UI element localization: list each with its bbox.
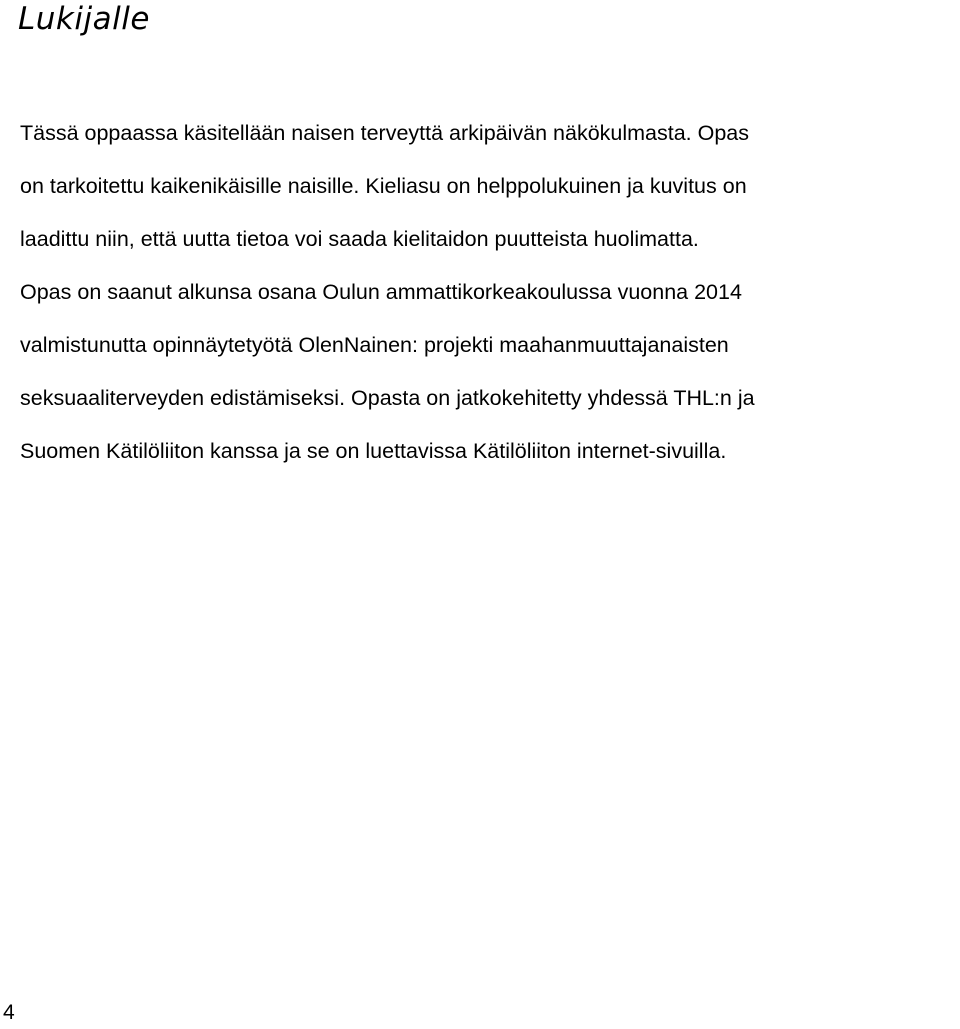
body-line-3: laadittu niin, että uutta tietoa voi saada kielitaidon puutteista huolimatta. [20,227,699,251]
page-number: 4 [3,1001,15,1024]
body-line-4: Opas on saanut alkunsa osana Oulun ammattikorkeakoulussa vuonna 2014 [20,280,742,304]
body-paragraph [20,107,960,478]
body-line-7: Suomen Kätilöliiton kanssa ja se on luettavissa Kätilöliiton internet-sivuilla. [20,439,727,463]
body-line-1: Tässä oppaassa käsitellään naisen terveyttä arkipäivän näkökulmasta. Opas [20,121,750,145]
body-line-2: on tarkoitettu kaikenikäisille naisille. Kieliasu on helppolukuinen ja kuvitus on [20,174,747,198]
body-line-5: valmistunutta opinnäytetyötä OlenNainen: projekti maahanmuuttajanaisten [20,333,729,357]
page-title: Lukijalle [18,1,150,37]
body-line-6: seksuaaliterveyden edistämiseksi. Opasta on jatkokehitetty yhdessä THL:n ja [20,386,755,410]
